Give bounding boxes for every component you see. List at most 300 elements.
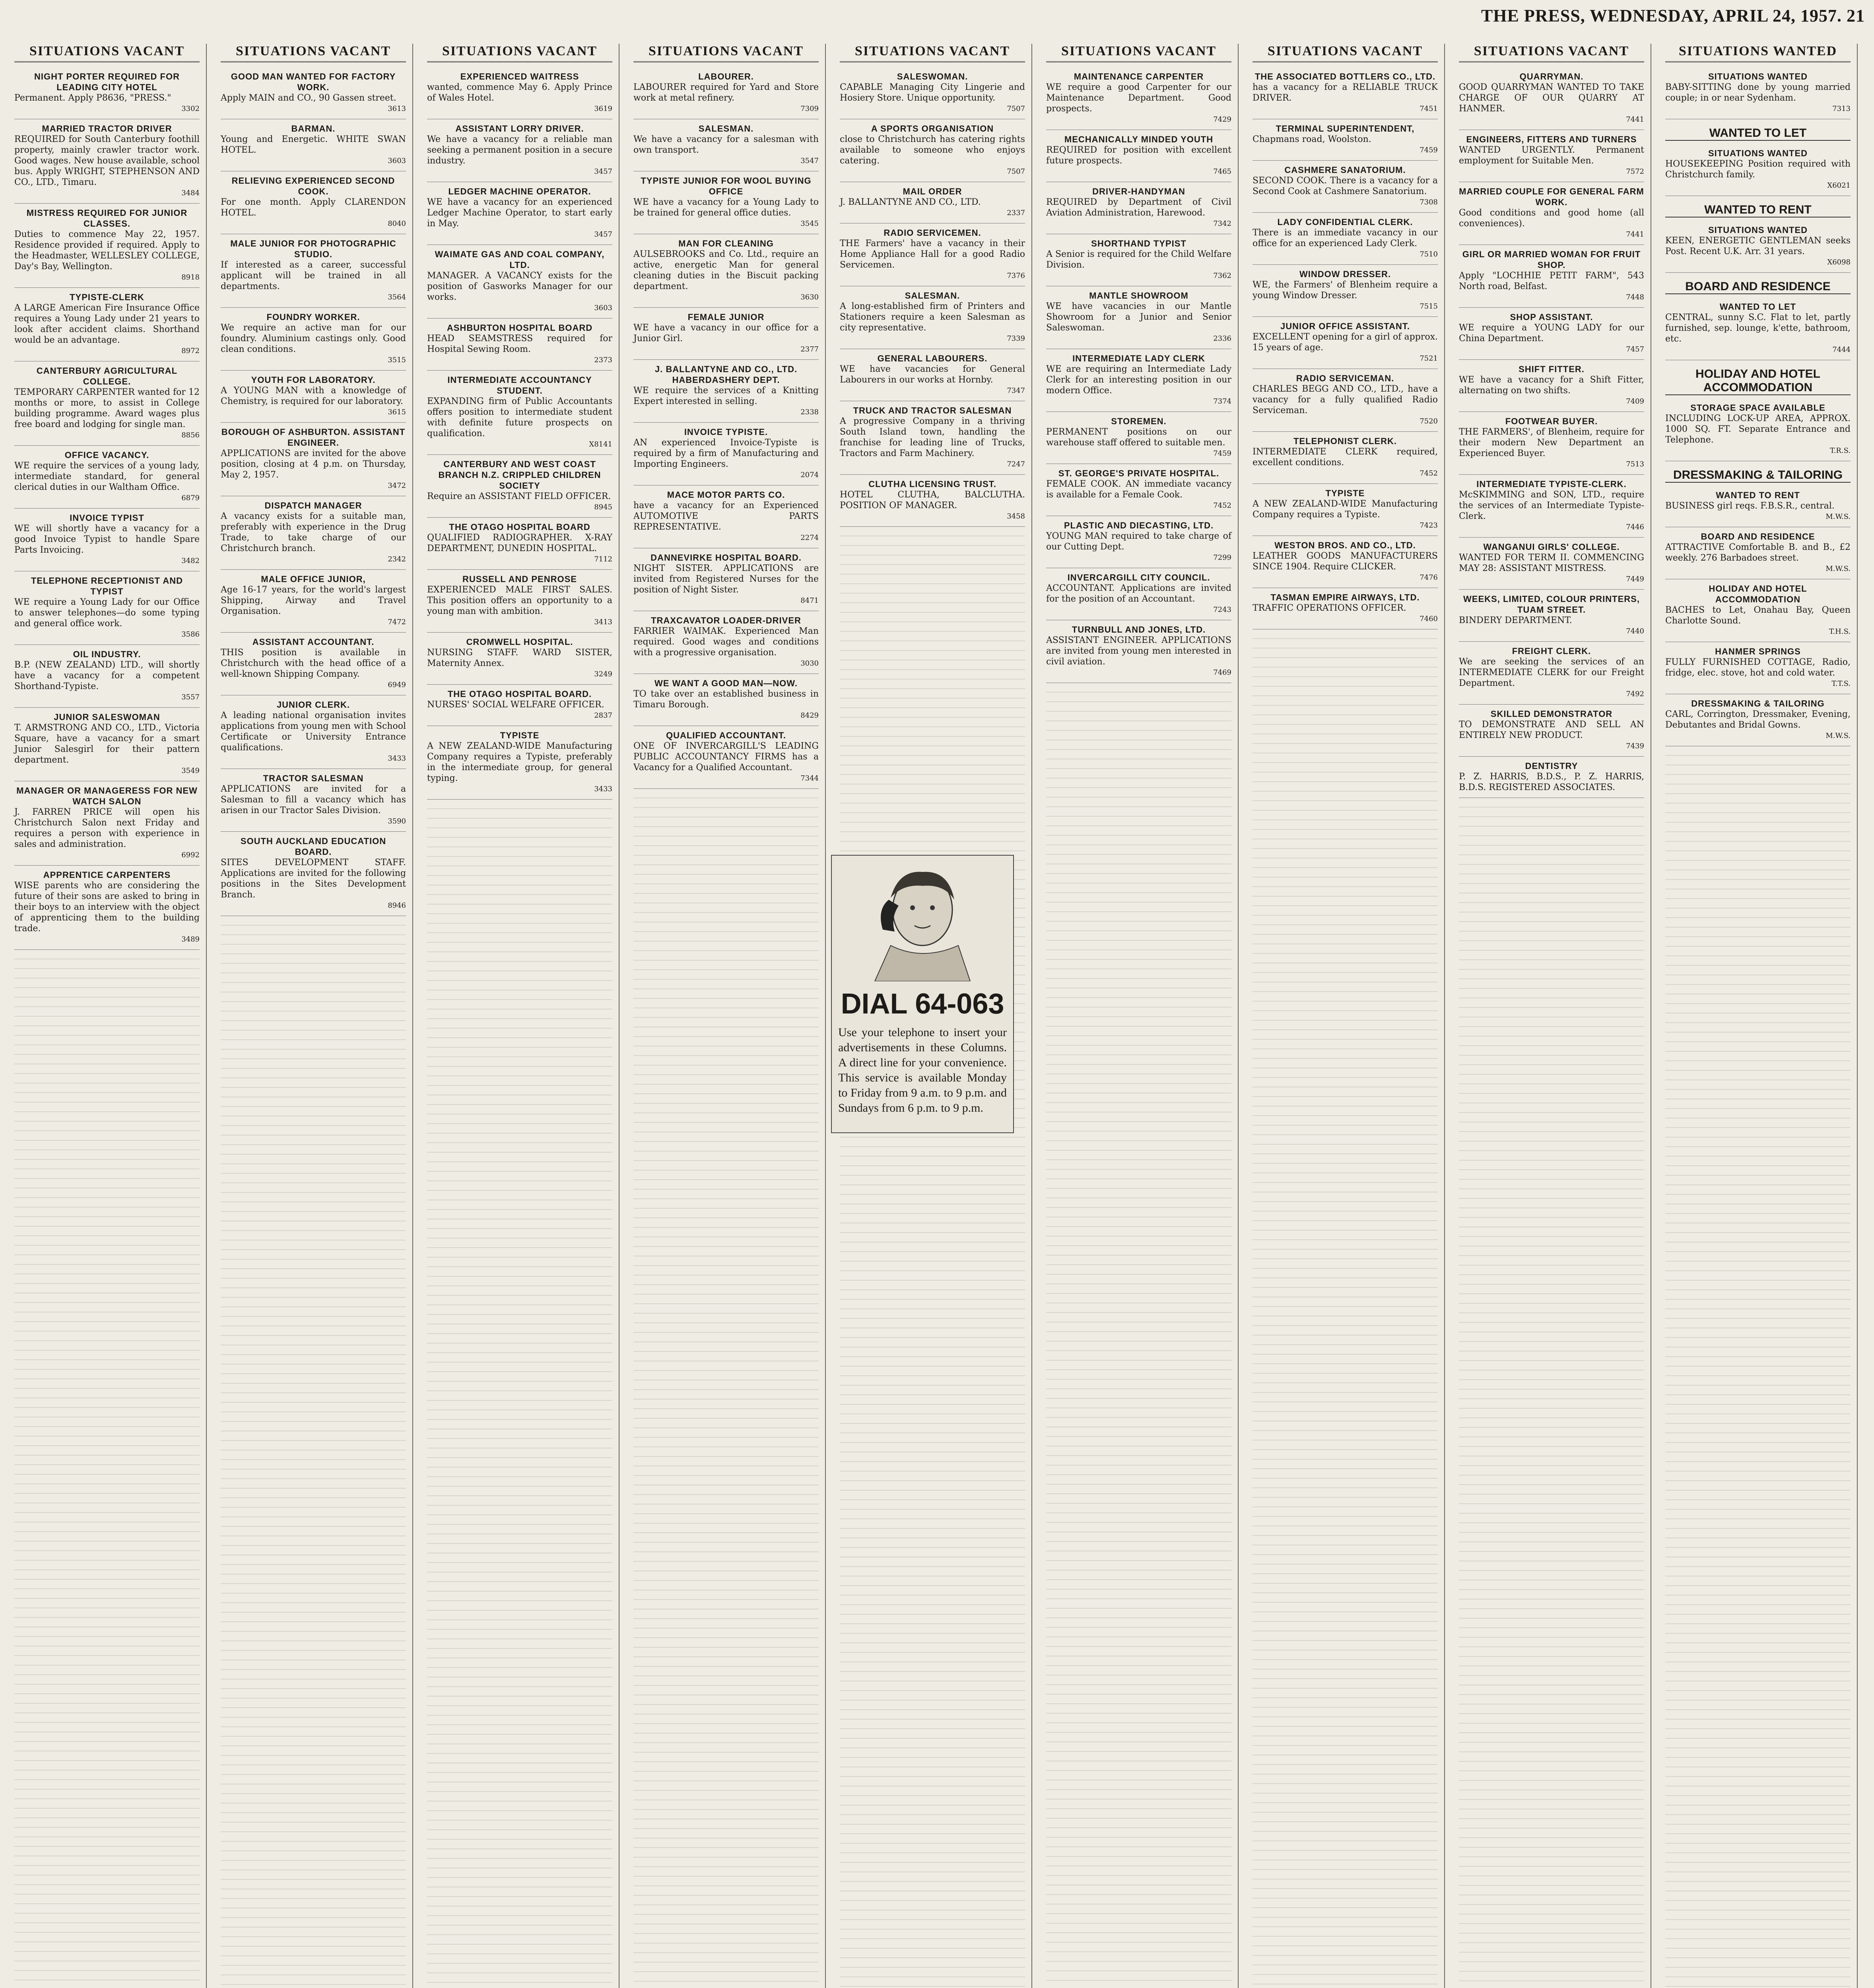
ad-heading: ST. GEORGE'S PRIVATE HOSPITAL. (1058, 468, 1220, 478)
classified-ad (1046, 349, 1231, 412)
ad-body: TRAFFIC OPERATIONS OFFICER. (1253, 603, 1406, 613)
ad-reference-number: 7520 (1420, 417, 1438, 425)
ad-heading: FOOTWEAR BUYER. (1505, 416, 1598, 426)
ad-heading: MANTLE SHOWROOM (1089, 291, 1188, 301)
classified-ad (633, 485, 819, 548)
ad-heading: ASHBURTON HOSPITAL BOARD (447, 323, 593, 333)
ad-heading: SITUATIONS WANTED (1708, 225, 1808, 235)
ad-reference-number: 3433 (388, 754, 406, 763)
column-heading: SITUATIONS WANTED (1665, 44, 1851, 62)
classified-ad (1253, 119, 1438, 161)
ad-heading: INTERMEDIATE TYPISTE-CLERK. (1476, 479, 1627, 489)
ad-heading: MALE JUNIOR FOR PHOTOGRAPHIC STUDIO. (230, 239, 396, 259)
ad-heading: TRUCK AND TRACTOR SALESMAN (853, 406, 1012, 415)
ad-body: TO DEMONSTRATE AND SELL AN ENTIRELY NEW PRODUCT. (1459, 720, 1644, 740)
ad-body: ONE OF INVERCARGILL'S LEADING PUBLIC ACCOUNTANCY FIRMS has a Vacancy for a Qualified Accountant. (633, 741, 819, 773)
ad-body: WISE parents who are considering the future of their sons are asked to bring in their boys to an interview with the object of apprenticing them to the building trade. (14, 881, 200, 934)
classified-ad (840, 401, 1025, 475)
ad-reference-number: 8040 (388, 219, 406, 228)
ad-reference-number: 7507 (1007, 167, 1025, 176)
ad-reference-number: 7449 (1626, 575, 1644, 583)
column-heading: SITUATIONS VACANT (427, 44, 612, 62)
ad-reference-number: 7362 (1213, 272, 1231, 280)
ad-reference-number: 7299 (1213, 553, 1231, 562)
classified-ad (427, 318, 612, 371)
ad-reference-number: 7507 (1007, 105, 1025, 113)
ad-reference-number: M.W.S. (1825, 565, 1851, 573)
phone-number: DIAL 64-063 (841, 988, 1004, 1020)
ad-heading: STOREMEN. (1111, 416, 1167, 426)
classified-ad (1459, 360, 1644, 412)
phone-ad-text: Use your telephone to insert your advertisements in these Columns. A direct line for your convenience. This service is available Monday to Friday from 9 a.m. to 9 p.m. and Sundays from 6 p.m. to 9 p.m. (838, 1026, 1007, 1114)
column-heading: SITUATIONS VACANT (221, 44, 406, 62)
section-heading: DRESSMAKING & TAILORING (1665, 468, 1851, 483)
ad-body: REQUIRED by Department of Civil Aviation Administration, Harewood. (1046, 197, 1231, 218)
ad-reference-number: 3302 (181, 105, 200, 113)
ad-heading: TYPISTE (500, 730, 540, 740)
ad-reference-number: 2377 (800, 345, 819, 353)
ad-heading: JUNIOR SALESWOMAN (54, 712, 160, 722)
ad-reference-number: 7440 (1626, 627, 1644, 635)
ad-reference-number: 7446 (1626, 523, 1644, 531)
classified-ad (1046, 286, 1231, 349)
ad-reference-number: 3249 (594, 670, 612, 678)
classified-ad (221, 832, 406, 916)
ad-body: A leading national organisation invites applications from young men with School Certificate or University Entrance qualifications. (221, 711, 406, 753)
woman-with-telephone-illustration (838, 862, 1007, 981)
classified-ad (1459, 705, 1644, 757)
ad-body: has a vacancy for a RELIABLE TRUCK DRIVER. (1253, 82, 1438, 103)
ad-body: NURSING STAFF. WARD SISTER, Maternity Annex. (427, 648, 612, 668)
ad-reference-number: 2837 (594, 711, 612, 720)
ad-reference-number: 2336 (1213, 334, 1231, 343)
ad-body: A vacancy exists for a suitable man, preferably with experience in the Drug Trade, to take charge of our Christchurch branch. (221, 511, 406, 553)
classified-ad (1046, 568, 1231, 620)
ad-text-continuation (1665, 746, 1851, 1988)
classified-ad (427, 685, 612, 726)
ad-heading: CROMWELL HOSPITAL. (466, 637, 573, 647)
classified-ad (427, 245, 612, 318)
ad-body: Duties to commence May 22, 1957. Residence provided if required. Apply to the Headmaster, WELLESLEY COLLEGE, Day's Bay, Wellington. (14, 229, 200, 272)
classified-ad (221, 633, 406, 695)
classified-ad (427, 67, 612, 119)
classified-ad (1046, 464, 1231, 516)
ad-reference-number: X8141 (589, 440, 612, 448)
ad-reference-number: 3630 (800, 293, 819, 301)
ad-body: HEAD SEAMSTRESS required for Hospital Sewing Room. (427, 334, 612, 354)
ad-body: WE have a vacancy in our office for a Junior Girl. (633, 323, 819, 344)
ad-body: have a vacancy for an Experienced AUTOMOTIVE PARTS REPRESENTATIVE. (633, 501, 819, 532)
ad-heading: JUNIOR OFFICE ASSISTANT. (1280, 321, 1410, 331)
section-heading: WANTED TO RENT (1665, 203, 1851, 217)
ad-heading: WAIMATE GAS AND COAL COMPANY, LTD. (435, 249, 605, 270)
ad-body: TO take over an established business in Timaru Borough. (633, 689, 819, 710)
ad-body: ACCOUNTANT. Applications are invited for the position of an Accountant. (1046, 583, 1231, 604)
column-heading: SITUATIONS VACANT (1459, 44, 1644, 62)
ad-reference-number: 6992 (181, 851, 200, 859)
ad-heading: THE ASSOCIATED BOTTLERS CO., LTD. (1255, 72, 1436, 82)
ad-body: Good conditions and good home (all conveniences). (1459, 208, 1644, 229)
ad-reference-number: T.R.S. (1830, 447, 1851, 455)
classified-ad (14, 204, 200, 288)
ad-heading: QUALIFIED ACCOUNTANT. (666, 730, 786, 740)
ad-body: NURSES' SOCIAL WELFARE OFFICER. (427, 700, 604, 710)
ad-heading: A SPORTS ORGANISATION (871, 124, 994, 134)
ad-body: EXPERIENCED MALE FIRST SALES. This position offers an opportunity to a young man with ambition. (427, 585, 612, 616)
ad-heading: TYPISTE JUNIOR FOR WOOL BUYING OFFICE (641, 176, 812, 196)
ad-body: We are seeking the services of an INTERMEDIATE CLERK for our Freight Department. (1459, 657, 1644, 688)
ad-body: A YOUNG MAN with a knowledge of Chemistry, is required for our laboratory. (221, 386, 406, 406)
ad-heading: MECHANICALLY MINDED YOUTH (1064, 134, 1214, 144)
ad-body: WE require the services of a Knitting Expert interested in selling. (633, 386, 819, 406)
ad-heading: SHIFT FITTER. (1519, 364, 1585, 374)
ad-reference-number: M.W.S. (1825, 732, 1851, 740)
classified-ad (633, 67, 819, 119)
classified-ad (221, 308, 406, 371)
ad-heading: WANTED TO RENT (1716, 490, 1800, 500)
classified-ad (427, 570, 612, 633)
ad-heading: WANGANUI GIRLS' COLLEGE. (1483, 542, 1620, 552)
ad-reference-number: 3545 (800, 219, 819, 228)
ad-body: THE FARMERS', of Blenheim, require for their modern New Department an Experienced Buyer. (1459, 427, 1644, 458)
ad-reference-number: 3590 (388, 817, 406, 825)
ad-heading: INTERMEDIATE ACCOUNTANCY STUDENT. (447, 375, 592, 396)
ad-body: Apply "LOCHHIE PETIT FARM", 543 North road, Belfast. (1459, 271, 1644, 291)
ad-body: LEATHER GOODS MANUFACTURERS SINCE 1904. Require CLICKER. (1253, 551, 1438, 572)
classified-ad (1459, 245, 1644, 308)
ad-text-continuation (633, 789, 819, 1988)
ad-reference-number: 7374 (1213, 397, 1231, 406)
classified-ad (1665, 297, 1851, 360)
ad-reference-number: 7492 (1626, 690, 1644, 698)
ad-text-continuation (221, 916, 406, 1988)
ad-heading: SOUTH AUCKLAND EDUCATION BOARD. (240, 836, 386, 857)
ad-reference-number: 7444 (1832, 346, 1851, 354)
ad-heading: DENTISTRY (1525, 761, 1578, 771)
ad-heading: HOLIDAY AND HOTEL ACCOMMODATION (1709, 584, 1807, 604)
ad-heading: DRESSMAKING & TAILORING (1691, 699, 1825, 709)
ad-body: BUSINESS girl reqs. F.B.S.R., central. (1665, 501, 1835, 511)
ad-heading: SITUATIONS WANTED (1708, 148, 1808, 158)
ad-heading: THE OTAGO HOSPITAL BOARD (449, 522, 590, 532)
column-9 (1659, 44, 1858, 1988)
ad-body: Chapmans road, Woolston. (1253, 134, 1371, 144)
ad-reference-number: 3557 (181, 693, 200, 701)
ad-heading: MACE MOTOR PARTS CO. (667, 490, 785, 500)
ad-reference-number: 3489 (181, 935, 200, 944)
ad-reference-number: 3413 (594, 618, 612, 626)
classified-ad (221, 171, 406, 234)
ad-heading: TYPISTE-CLERK (70, 292, 144, 302)
ad-body: CENTRAL, sunny S.C. Flat to let, partly furnished, sep. lounge, k'ette, bathroom, etc. (1665, 313, 1851, 344)
ad-body: A LARGE American Fire Insurance Office requires a Young Lady under 21 years to look after accident claims. Shorthand would be an advantage. (14, 303, 200, 345)
section-heading: BOARD AND RESIDENCE (1665, 280, 1851, 294)
ad-reference-number: 7457 (1626, 345, 1644, 353)
column-7 (1246, 44, 1445, 1988)
classified-ad (427, 371, 612, 455)
ad-body: There is an immediate vacancy in our office for an experienced Lady Clerk. (1253, 228, 1438, 248)
ad-body: BABY-SITTING done by young married couple; in or near Sydenham. (1665, 82, 1851, 103)
ad-body: Young and Energetic. WHITE SWAN HOTEL. (221, 134, 406, 155)
ad-reference-number: T.T.S. (1831, 679, 1851, 688)
ad-reference-number: 7465 (1213, 167, 1231, 176)
column-8 (1453, 44, 1651, 1988)
column-4 (627, 44, 826, 1988)
classified-ad (427, 726, 612, 800)
ad-heading: INVOICE TYPISTE. (684, 427, 768, 437)
ad-reference-number: 7441 (1626, 115, 1644, 124)
ad-heading: FREIGHT CLERK. (1512, 646, 1591, 656)
ad-reference-number: 8856 (181, 431, 200, 439)
classified-ad (1253, 67, 1438, 119)
ad-reference-number: 3603 (388, 157, 406, 165)
column-heading: SITUATIONS VACANT (14, 44, 200, 62)
ad-heading: YOUTH FOR LABORATORY. (251, 375, 376, 385)
ad-heading: OIL INDUSTRY. (73, 649, 141, 659)
ad-heading: TRACTOR SALESMAN (263, 773, 364, 783)
classified-ad (427, 119, 612, 182)
ad-heading: ENGINEERS, FITTERS AND TURNERS (1466, 134, 1637, 144)
ad-body: WANTED URGENTLY. Permanent employment for Suitable Men. (1459, 145, 1644, 166)
ad-reference-number: 7339 (1007, 334, 1025, 343)
column-heading: SITUATIONS VACANT (633, 44, 819, 62)
ad-reference-number: X6021 (1827, 181, 1851, 190)
ad-body: WE require the services of a young lady, intermediate standard, for general clerical duties in our Waltham Office. (14, 461, 200, 492)
classified-ad (1459, 538, 1644, 590)
ad-heading: SALESMAN. (698, 124, 754, 134)
ad-body: WE have vacancies for General Labourers in our works at Hornby. (840, 364, 1025, 385)
ad-reference-number: 3615 (388, 408, 406, 416)
ad-body: FARRIER WAIMAK. Experienced Man required. Good wages and conditions with a progressive organisation. (633, 626, 819, 658)
column-3 (421, 44, 619, 1988)
ad-heading: WE WANT A GOOD MAN—NOW. (654, 678, 798, 688)
ad-heading: MISTRESS REQUIRED FOR JUNIOR CLASSES. (26, 208, 188, 229)
ad-body: AN experienced Invoice-Typiste is required by a firm of Manufacturing and Importing Engineers. (633, 438, 819, 469)
classified-ad (1665, 67, 1851, 119)
ad-reference-number: 7452 (1420, 469, 1438, 478)
ad-text-continuation (14, 950, 200, 1988)
classified-ad (840, 119, 1025, 182)
ad-body: WE require a YOUNG LADY for our China Department. (1459, 323, 1644, 344)
classified-ad (1459, 130, 1644, 182)
ad-text-continuation (1459, 798, 1644, 1988)
ad-reference-number: 7459 (1420, 146, 1438, 154)
classified-ad (1665, 527, 1851, 579)
classified-ad (1253, 588, 1438, 629)
classified-ad (1253, 484, 1438, 536)
ad-reference-number: 6949 (388, 681, 406, 689)
classified-ad (633, 674, 819, 726)
ad-heading: ASSISTANT LORRY DRIVER. (455, 124, 584, 134)
ad-heading: BOARD AND RESIDENCE (1701, 532, 1815, 542)
section-heading: WANTED TO LET (1665, 126, 1851, 141)
classified-ad (1459, 67, 1644, 130)
classified-ad (1046, 130, 1231, 182)
ad-body: WE require a Young Lady for our Office to answer telephones—do some typing and general office work. (14, 597, 200, 629)
classified-ad (221, 423, 406, 496)
ad-reference-number: 7308 (1420, 198, 1438, 206)
ad-body: If interested as a career, successful applicant will be trained in all departments. (221, 260, 406, 291)
ad-body: THE Farmers' have a vacancy in their Home Appliance Hall for a good Radio Servicemen. (840, 239, 1025, 270)
classified-ad (1253, 213, 1438, 265)
classified-ad (1665, 221, 1851, 273)
ad-heading: RELIEVING EXPERIENCED SECOND COOK. (231, 176, 395, 196)
ad-body: J. FARREN PRICE will open his Christchurch Salon next Friday and requires a person with experience in sales and administration. (14, 807, 200, 849)
classified-ad (840, 286, 1025, 349)
ad-reference-number: 3547 (800, 157, 819, 165)
ad-reference-number: 3586 (181, 630, 200, 639)
classified-ad (221, 67, 406, 119)
ad-heading: TASMAN EMPIRE AIRWAYS, LTD. (1270, 592, 1420, 602)
ad-heading: INVOICE TYPIST (70, 513, 144, 523)
ad-body: P. Z. HARRIS, B.D.S., P. Z. HARRIS, B.D.S. REGISTERED ASSOCIATES. (1459, 772, 1644, 792)
ad-reference-number: 7451 (1420, 105, 1438, 113)
ad-reference-number: T.H.S. (1829, 627, 1851, 636)
ad-heading: PLASTIC AND DIECASTING, LTD. (1064, 520, 1214, 530)
ad-body: A NEW ZEALAND-WIDE Manufacturing Company requires a Typiste. (1253, 499, 1438, 520)
classified-ad (1665, 579, 1851, 642)
classified-ad (14, 866, 200, 950)
ad-body: WE have a vacancy for a Young Lady to be trained for general office duties. (633, 197, 819, 218)
classified-ad (1046, 234, 1231, 286)
column-heading: SITUATIONS VACANT (1253, 44, 1438, 62)
ad-reference-number: 7429 (1213, 115, 1231, 124)
ad-reference-number: 2074 (800, 471, 819, 479)
ad-heading: BOROUGH OF ASHBURTON. ASSISTANT ENGINEER. (221, 427, 406, 448)
ad-body: A Senior is required for the Child Welfare Division. (1046, 249, 1231, 270)
ad-heading: CLUTHA LICENSING TRUST. (868, 479, 996, 489)
ad-body: We require an active man for our foundry. Aluminium castings only. Good clean conditions. (221, 323, 406, 354)
classified-ad (1459, 757, 1644, 798)
classified-ad (633, 171, 819, 234)
ad-heading: MALE OFFICE JUNIOR, (261, 574, 366, 584)
classified-ad (840, 475, 1025, 527)
ad-body: B.P. (NEW ZEALAND) LTD., will shortly have a vacancy for a competent Shorthand-Typiste. (14, 660, 200, 691)
ad-body: HOTEL CLUTHA, BALCLUTHA. POSITION OF MANAGER. (840, 490, 1025, 511)
ad-heading: RADIO SERVICEMEN. (884, 228, 981, 238)
ad-reference-number: 3603 (594, 304, 612, 312)
ad-body: We have a vacancy for a salesman with own transport. (633, 134, 819, 155)
classified-ad (1253, 369, 1438, 432)
ad-heading: INVERCARGILL CITY COUNCIL. (1067, 573, 1210, 582)
ad-heading: SHORTHAND TYPIST (1091, 239, 1187, 248)
ad-reference-number: M.W.S. (1825, 513, 1851, 521)
ad-reference-number: 6879 (181, 494, 200, 502)
classified-ad (221, 769, 406, 832)
ad-body: APPLICATIONS are invited for a Salesman to fill a vacancy which has arisen in our Tractor Sales Division. (221, 784, 406, 815)
ad-body: INTERMEDIATE CLERK required, excellent conditions. (1253, 447, 1438, 468)
ad-body: WE will shortly have a vacancy for a good Invoice Typist to handle Spare Parts Invoicing. (14, 524, 200, 555)
ad-reference-number: 7572 (1626, 167, 1644, 176)
classified-ad (221, 496, 406, 570)
ad-body: WE require a good Carpenter for our Maintenance Department. Good prospects. (1046, 82, 1231, 114)
ad-heading: APPRENTICE CARPENTERS (43, 870, 171, 880)
ad-body: We have a vacancy for a reliable man seeking a permanent position in a secure industry. (427, 134, 612, 166)
classified-ad (1253, 432, 1438, 484)
ad-heading: GOOD MAN WANTED FOR FACTORY WORK. (231, 72, 396, 92)
ad-text-continuation (427, 800, 612, 1988)
ad-reference-number: 8471 (800, 596, 819, 605)
ad-body: WE, the Farmers' of Blenheim require a young Window Dresser. (1253, 280, 1438, 301)
ad-reference-number: 3030 (800, 659, 819, 668)
ad-heading: MARRIED COUPLE FOR GENERAL FARM WORK. (1459, 186, 1644, 207)
classified-ad (633, 423, 819, 485)
classified-ad (1665, 144, 1851, 196)
ad-heading: J. BALLANTYNE AND CO., LTD. HABERDASHERY DEPT. (654, 364, 798, 385)
classified-ad (1046, 182, 1231, 234)
classified-ad (1459, 590, 1644, 642)
ad-reference-number: 3549 (181, 767, 200, 775)
ad-reference-number: 8945 (594, 503, 612, 511)
classified-ad (427, 455, 612, 518)
ad-reference-number: 7112 (594, 555, 612, 563)
ad-heading: DISPATCH MANAGER (264, 501, 362, 511)
ad-heading: GENERAL LABOURERS. (877, 353, 988, 363)
ad-heading: SITUATIONS WANTED (1708, 72, 1808, 82)
ad-reference-number: 7460 (1420, 615, 1438, 623)
ad-body: REQUIRED for position with excellent future prospects. (1046, 145, 1231, 166)
ad-body: AULSEBROOKS and Co. Ltd., require an active, energetic Man for general cleaning duties in the Biscuit packing department. (633, 249, 819, 291)
classified-ad (840, 349, 1025, 401)
ad-reference-number: 3472 (388, 481, 406, 490)
classified-ad (1253, 536, 1438, 588)
ad-body: WE have a vacancy for a Shift Fitter, alternating on two shifts. (1459, 375, 1644, 396)
ad-body: EXCELLENT opening for a girl of approx. 15 years of age. (1253, 332, 1438, 353)
ad-reference-number: 2337 (1007, 209, 1025, 217)
ad-reference-number: 7313 (1832, 105, 1851, 113)
ad-reference-number: 7409 (1626, 397, 1644, 406)
ad-reference-number: 7376 (1007, 272, 1025, 280)
classified-ad (427, 518, 612, 570)
ad-reference-number: 7243 (1213, 606, 1231, 614)
ad-heading: MAINTENANCE CARPENTER (1074, 72, 1204, 82)
ad-body: MANAGER. A VACANCY exists for the position of Gasworks Manager for our works. (427, 271, 612, 302)
ad-body: WE are requiring an Intermediate Lady Clerk for an interesting position in our modern Office. (1046, 364, 1231, 396)
ad-reference-number: 2274 (800, 534, 819, 542)
ad-body: YOUNG MAN required to take charge of our Cutting Dept. (1046, 531, 1231, 552)
ad-heading: TYPISTE (1325, 488, 1365, 498)
ad-body: SITES DEVELOPMENT STAFF. Applications are invited for the following positions in the Sites Development Branch. (221, 858, 406, 900)
ad-heading: SKILLED DEMONSTRATOR (1490, 709, 1613, 719)
classified-ad (1253, 265, 1438, 317)
ad-body: WE have a vacancy for an experienced Ledger Machine Operator, to start early in May. (427, 197, 612, 229)
column-6 (1040, 44, 1239, 1988)
ad-text-continuation (1046, 683, 1231, 1988)
classified-ad (1046, 516, 1231, 568)
ad-heading: EXPERIENCED WAITRESS (460, 72, 579, 82)
ad-body: BINDERY DEPARTMENT. (1459, 615, 1572, 625)
classified-ad (1253, 317, 1438, 369)
ad-reference-number: 7342 (1213, 219, 1231, 228)
ad-body: APPLICATIONS are invited for the above position, closing at 4 p.m. on Thursday, May 2, 1957. (221, 448, 406, 480)
classified-ad (221, 119, 406, 171)
ad-reference-number: 3433 (594, 785, 612, 793)
classified-ad (14, 645, 200, 708)
ad-text-continuation (1253, 629, 1438, 1988)
ad-body: REQUIRED for South Canterbury foothill property, mainly crawler tractor work. Good wages. New house available, school bus. Apply WRIGHT, STEPHENSON AND CO., LTD., Timaru. (14, 134, 200, 187)
classified-ad (1665, 642, 1851, 694)
classified-ad (14, 361, 200, 446)
ad-reference-number: 8918 (181, 273, 200, 282)
classified-ad (14, 288, 200, 361)
classified-ad (633, 360, 819, 423)
ad-body: THIS position is available in Christchurch with the head office of a well-known Shipping Company. (221, 648, 406, 679)
ad-body: A long-established firm of Printers and Stationers require a keen Salesman as city representative. (840, 301, 1025, 333)
ad-reference-number: X6098 (1827, 258, 1851, 266)
ad-body: Age 16-17 years, for the world's largest Shipping, Airway and Travel Organisation. (221, 585, 406, 616)
ad-heading: WEEKS, LIMITED, COLOUR PRINTERS, TUAM STREET. (1463, 594, 1640, 615)
ad-heading: DANNEVIRKE HOSPITAL BOARD. (651, 553, 802, 563)
